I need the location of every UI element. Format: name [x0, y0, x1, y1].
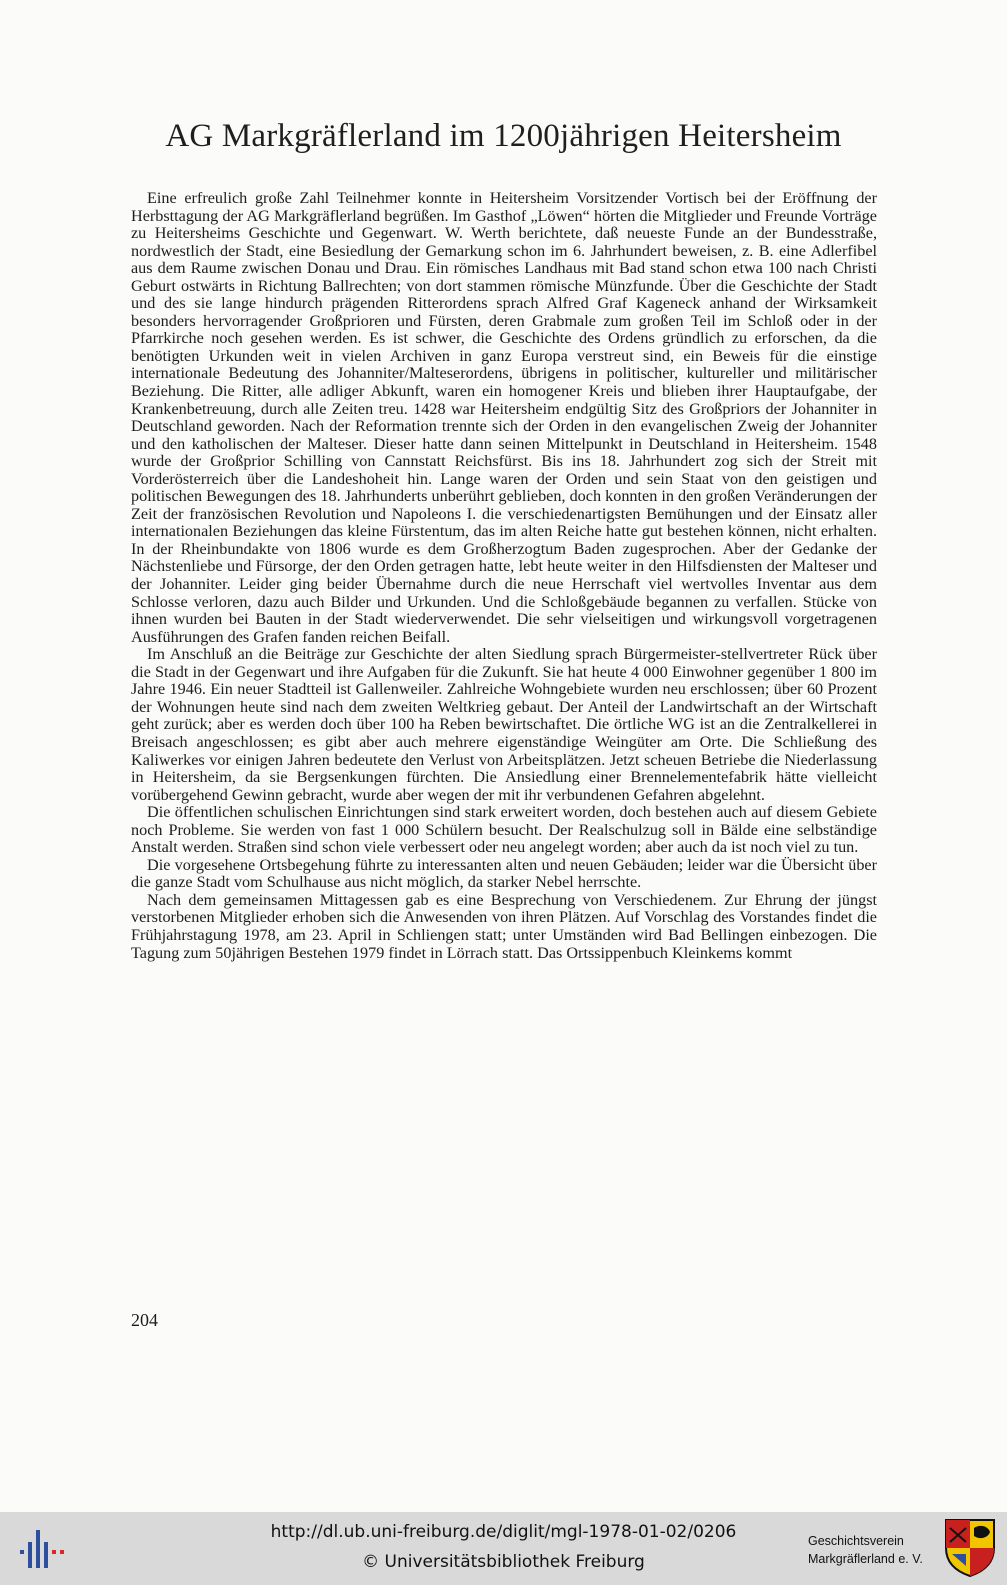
organization-line-2: Markgräflerland e. V.: [808, 1552, 923, 1566]
paragraph: Die vorgesehene Ortsbegehung führte zu interessanten alten und neuen Gebäuden; leider war die Übersicht über die ganze Stadt vom Schulhause aus nicht möglich, da starker Nebel herrschte.: [131, 855, 877, 892]
page-title: AG Markgräflerland im 1200jährigen Heitersheim: [165, 118, 842, 154]
coat-of-arms-icon: [944, 1518, 996, 1578]
paragraph: Eine erfreulich große Zahl Teilnehmer konnte in Heitersheim Vorsitzender Vortisch bei der Eröffnung der Herbsttagung der AG Markgräflerland begrüßen. Im Gasthof „Löwen“ hörten die Mitglieder und Freunde Vorträge zu Heitersheims Geschichte und Gegenwart. W. Werth berichtete, daß neueste Funde an der Bundesstraße, nordwestlich der Stadt, eine Besiedlung der Gemarkung schon im 6. Jahrhundert beweisen, z. B. eine Adlerfibel aus dem Raume zwischen Donau und Drau. Ein römisches Landhaus mit Bad stand schon etwa 100 nach Christi Geburt ostwärts in Richtung Ballrechten; von dort stammen römische Münzfunde. Über die Geschichte der Stadt und des sie lange hindurch prägenden Ritterordens sprach Alfred Graf Kageneck anhand der Wirksamkeit besonders hervorragender Großprioren und Fürsten, deren Grabmale zum großen Teil im Schloß oder in der Pfarrkirche noch gesehen werden. Es ist schwer, die Geschichte des Ordens gründlich zu erforschen, da die benötigten Urkunden weit in vielen Archiven in ganz Europa verstreut sind, ein Beweis für die einstige internationale Bedeutung des Johanniter/Malteserordens, übrigens in politischer, kultureller und militärischer Beziehung. Die Ritter, alle adliger Abkunft, waren ein homogener Kreis und blieben ihrer Hauptaufgabe, der Krankenbetreuung, durch alle Zeiten treu. 1428 war Heitersheim endgültig Sitz des Großpriors der Johanniter in Deutschland geworden. Nach der Reformation trennte sich der Orden in den evangelischen Zweig der Johanniter und den katholischen der Malteser. Dieser hatte dann seinen Mittelpunkt in Deutschland in Heitersheim. 1548 wurde der Großprior Schilling von Cannstatt Reichsfürst. Bis ins 18. Jahrhundert zog sich der Streit mit Vorderösterreich über die Landeshoheit hin. Lange waren der Orden und sein Staat von den geistigen und politischen Bewegungen des 18. Jahrhunderts unberührt geblieben, doch konnten in den großen Veränderungen der Zeit der französischen Revolution und Napoleons I. die verschiedenartigsten Bemühungen und der Einsatz aller internationalen Beziehungen das kleine Fürstentum, das im alten Reiche hatte gut bestehen können, nicht erhalten. In der Rheinbundakte von 1806 wurde es dem Großherzogtum Baden zugesprochen. Aber der Gedanke der Nächstenliebe und Fürsorge, der den Orden getragen hatte, lebt heute weiter in den Hilfsdiensten der Malteser und der Johanniter. Leider ging beider Übernahme durch die neue Herrschaft viel wertvolles Inventar aus dem Schlosse verloren, dazu auch Bilder und Urkunden. Und die Schloßgebäude begannen zu verfallen. Stücke von ihnen wurden bei Bauten in der Stadt wiederverwendet. Die sehr vielseitigen und wirkungsvoll vorgetragenen Ausführungen des Grafen fanden reichen Beifall.: [131, 189, 877, 646]
paragraph: Die öffentlichen schulischen Einrichtungen sind stark erweitert worden, doch bestehen auch auf diesem Gebiete noch Probleme. Sie werden von fast 1 000 Schülern besucht. Der Realschulzug soll in Bälde eine selbständige Anstalt werden. Straßen sind schon viele verbessert oder neu angelegt worden; aber auch da ist noch viel zu tun.: [131, 803, 877, 857]
organization-line-1: Geschichtsverein: [808, 1534, 904, 1548]
source-url-link[interactable]: http://dl.ub.uni-freiburg.de/diglit/mgl-1978-01-02/0206: [270, 1522, 737, 1542]
paragraph: Im Anschluß an die Beiträge zur Geschichte der alten Siedlung sprach Bürgermeister-stellvertreter Rück über die Stadt in der Gegenwart und ihre Aufgaben für die Zukunft. Sie hat heute 4 000 Einwohner gegenüber 1 800 im Jahre 1946. Ein neuer Stadtteil ist Gallenweiler. Zahlreiche Wohngebiete wurden neu erschlossen; über 60 Prozent der Wohnungen heute sind nach dem zweiten Weltkrieg gebaut. Der Anteil der Landwirtschaft an der Wirtschaft geht zurück; aber es werden doch über 100 ha Reben bewirtschaftet. Die örtliche WG ist an die Zentralkellerei in Breisach angeschlossen; es gibt aber auch mehrere eigenständige Weingüter am Orte. Die Schließung des Kaliwerkes vor einigen Jahren bedeutete den Verlust von Arbeitsplätzen. Jetzt scheuen Betriebe die Niederlassung in Heitersheim, da sie Bergsenkungen fürchten. Die Ansiedlung einer Brennelementefabrik hätte vielleicht vorübergehend Gewinn gebracht, wurde aber wegen der mit ihr verbundenen Gefahren abgelehnt.: [131, 645, 877, 804]
organization-name: [808, 1532, 933, 1568]
page-number: 204: [131, 1310, 158, 1330]
footer-bar: [0, 1512, 1007, 1585]
copyright-text: © Universitätsbibliothek Freiburg: [362, 1552, 645, 1572]
article-body: [131, 190, 877, 962]
paragraph: Nach dem gemeinsamen Mittagessen gab es eine Besprechung von Verschiedenem. Zur Ehrung der jüngst verstorbenen Mitglieder erhoben sich die Anwesenden von ihren Plätzen. Auf Vorschlag des Vorstandes findet die Frühjahrstagung 1978, am 23. April in Schliengen statt; unter Umständen wird Bad Bellingen einbezogen. Die Tagung zum 50jährigen Bestehen 1979 findet in Lörrach statt. Das Ortssippenbuch Kleinkems kommt: [131, 890, 877, 962]
